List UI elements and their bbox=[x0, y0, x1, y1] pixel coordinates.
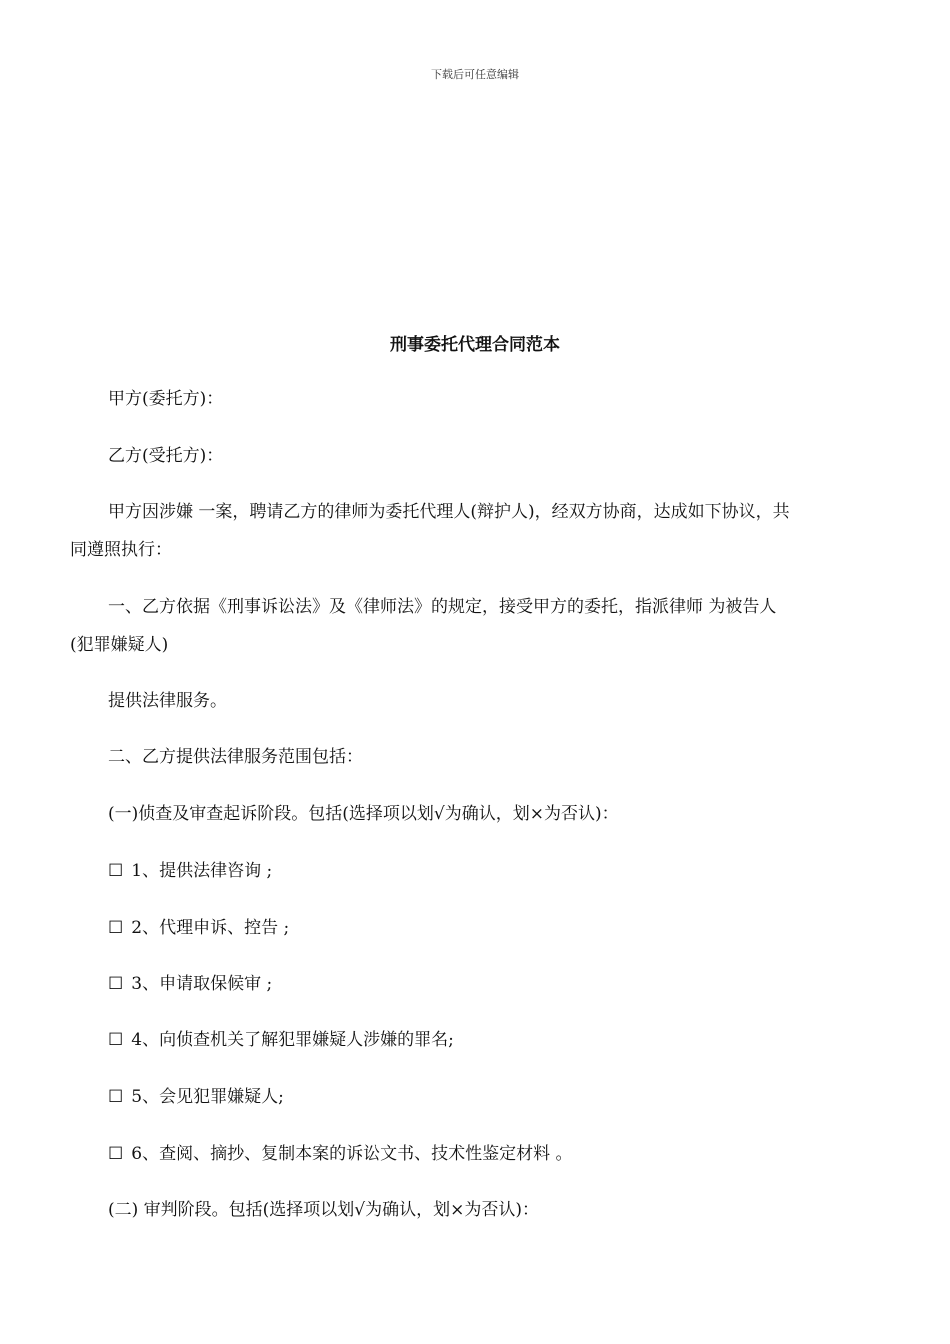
stage1-item-label: 3、申请取保候审 ; bbox=[131, 974, 273, 994]
clause1-line-2: (犯罪嫌疑人) bbox=[70, 635, 169, 655]
stage1-item-label: 1、提供法律咨询 ; bbox=[131, 861, 273, 881]
stage1-item-label: 5、会见犯罪嫌疑人; bbox=[131, 1087, 284, 1107]
stage2-heading: (二) 审判阶段。包括(选择项以划√为确认，划×为否认)： bbox=[108, 1200, 540, 1220]
checkbox-icon[interactable]: ☐ bbox=[108, 918, 124, 938]
intro-line-1: 甲方因涉嫌 一案，聘请乙方的律师为委托代理人(辩护人)，经双方协商，达成如下协议，共 bbox=[108, 502, 790, 522]
stage1-item-3 bbox=[108, 973, 272, 995]
stage1-item-6 bbox=[108, 1143, 572, 1165]
checkbox-icon[interactable]: ☐ bbox=[108, 1144, 124, 1164]
stage1-item-1 bbox=[108, 860, 272, 882]
checkbox-icon[interactable]: ☐ bbox=[108, 974, 124, 994]
stage1-item-label: 6、查阅、摘抄、复制本案的诉讼文书、技术性鉴定材料 。 bbox=[131, 1144, 573, 1164]
stage1-item-4 bbox=[108, 1029, 454, 1051]
intro-line-2: 同遵照执行： bbox=[70, 540, 172, 560]
checkbox-icon[interactable]: ☐ bbox=[108, 861, 124, 881]
checkbox-icon[interactable]: ☐ bbox=[108, 1087, 124, 1107]
stage1-item-label: 4、向侦查机关了解犯罪嫌疑人涉嫌的罪名; bbox=[131, 1030, 454, 1050]
clause2-heading: 二、乙方提供法律服务范围包括： bbox=[108, 747, 363, 767]
clause1-line-3: 提供法律服务。 bbox=[108, 691, 227, 711]
clause1-line-1: 一、乙方依据《刑事诉讼法》及《律师法》的规定，接受甲方的委托，指派律师 为被告人 bbox=[108, 597, 777, 617]
stage1-heading: (一)侦查及审查起诉阶段。包括(选择项以划√为确认，划×为否认)： bbox=[108, 804, 619, 824]
stage1-item-label: 2、代理申诉、控告 ; bbox=[131, 918, 290, 938]
stage1-item-5 bbox=[108, 1086, 284, 1108]
checkbox-icon[interactable]: ☐ bbox=[108, 1030, 124, 1050]
document-title: 刑事委托代理合同范本 bbox=[390, 335, 560, 355]
stage1-item-2 bbox=[108, 917, 289, 939]
party-b-line: 乙方(受托方)： bbox=[108, 446, 224, 466]
header-note: 下载后可任意编辑 bbox=[431, 68, 519, 81]
party-a-line: 甲方(委托方)： bbox=[108, 389, 224, 409]
